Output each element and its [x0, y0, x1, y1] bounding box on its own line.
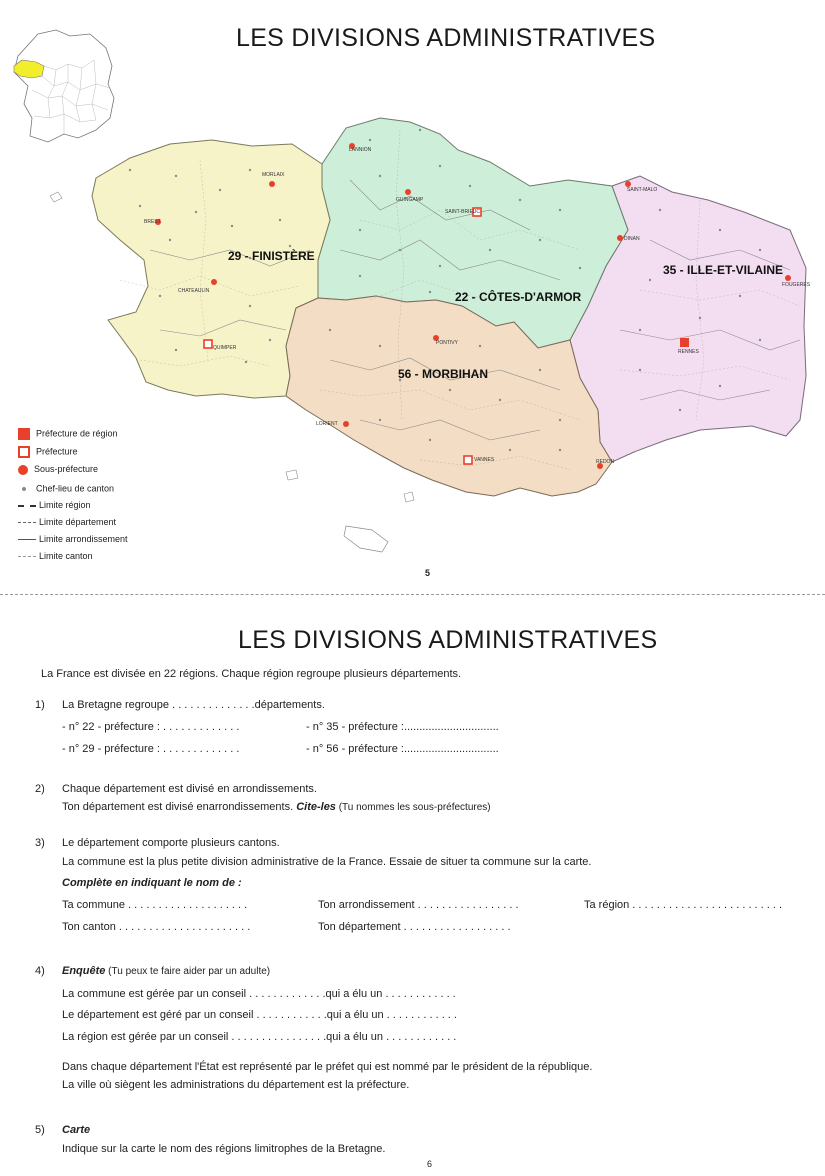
- town-morlaix: MORLAIX: [262, 172, 285, 178]
- q5-heading: Carte: [62, 1124, 91, 1136]
- q3-canton: Ton canton . . . . . . . . . . . . . . . . . . . . . .: [62, 921, 251, 933]
- legend-limite-arrondissement: Limite arrondissement: [18, 534, 128, 544]
- label-cotes-d-armor: 22 - CÔTES-D'ARMOR: [455, 290, 582, 304]
- label-finistere: 29 - FINISTÈRE: [228, 249, 315, 263]
- marker-chateaulin: [211, 279, 217, 285]
- q4-departement-line: Le département est géré par un conseil . . . . . . . . . . . .qui a élu un . . . . . . . . . . . .: [62, 1009, 457, 1021]
- town-brest: BREST: [144, 219, 161, 225]
- q4-paragraph-2: La ville où siègent les administrations du département est la préfecture.: [62, 1079, 410, 1091]
- town-vannes: VANNES: [474, 457, 495, 463]
- town-saint-malo: SAINT-MALO: [627, 187, 658, 193]
- marker-morlaix: [269, 181, 275, 187]
- legend-limite-departement: Limite département: [18, 517, 116, 527]
- q1-prefecture-29: - n° 29 - préfecture : . . . . . . . . . . . . .: [62, 743, 240, 755]
- q3-number: 3): [35, 837, 45, 849]
- q5-line: Indique sur la carte le nom des régions limitrophes de la Bretagne.: [62, 1143, 386, 1155]
- marker-lorient: [343, 421, 349, 427]
- town-chateaulin: CHATEAULIN: [178, 288, 210, 294]
- q1-prefecture-56: - n° 56 - préfecture :...............................: [306, 743, 499, 755]
- q3-departement: Ton département . . . . . . . . . . . . . . . . . .: [318, 921, 511, 933]
- q4-paragraph-1: Dans chaque département l'État est représenté par le préfet qui est nommé par le président de la république.: [62, 1061, 593, 1073]
- q4-commune-line: La commune est gérée par un conseil . . . . . . . . . . . . .qui a élu un . . . . . . . . . . . .: [62, 988, 456, 1000]
- q3-commune: Ta commune . . . . . . . . . . . . . . . . . . . .: [62, 899, 248, 911]
- worksheet-title: LES DIVISIONS ADMINISTRATIVES: [238, 626, 658, 654]
- label-ille-et-vilaine: 35 - ILLE-ET-VILAINE: [663, 263, 784, 277]
- q2-line1: Chaque département est divisé en arrondissements.: [62, 783, 317, 795]
- marker-rennes: [680, 338, 689, 347]
- page-number-6: 6: [427, 1159, 433, 1169]
- page-number-5: 5: [425, 568, 431, 578]
- marker-quimper: [204, 340, 212, 348]
- q3-heading: Complète en indiquant le nom de :: [62, 877, 242, 889]
- departement-line-icon: [18, 522, 36, 523]
- q4-region-line: La région est gérée par un conseil . . . . . . . . . . . . . . . .qui a élu un . . . . . . . . . . . .: [62, 1031, 457, 1043]
- filled-square-icon: [18, 428, 30, 440]
- arrondissement-line-icon: [18, 539, 36, 540]
- q1-number: 1): [35, 699, 45, 711]
- intro-text: La France est divisée en 22 régions. Chaque région regroupe plusieurs départements.: [41, 668, 462, 680]
- q1-line: La Bretagne regroupe . . . . . . . . . . . . . .départements.: [62, 699, 325, 711]
- label-morbihan: 56 - MORBIHAN: [398, 367, 489, 381]
- legend-chef-lieu: Chef-lieu de canton: [18, 483, 114, 495]
- q2-line2: Ton département est divisé enarrondissements. Cite-les (Tu nommes les sous-préfectures): [62, 801, 491, 813]
- q3-arrondissement: Ton arrondissement . . . . . . . . . . . . . . . . .: [318, 899, 519, 911]
- canton-line-icon: [18, 556, 36, 557]
- q3-region: Ta région . . . . . . . . . . . . . . . . . . . . . . . . .: [584, 899, 783, 911]
- legend-prefecture-region: Préfecture de région: [18, 428, 118, 440]
- marker-fougeres: [785, 275, 791, 281]
- ile-belle-ile: [344, 526, 388, 552]
- legend-limite-region: Limite région: [18, 500, 91, 510]
- town-fougeres: FOUGERES: [782, 282, 811, 288]
- q3-line2: La commune est la plus petite division administrative de la France. Essaie de situer ta commune sur la carte.: [62, 856, 592, 868]
- town-guingamp: GUINGAMP: [396, 197, 424, 203]
- q2-number: 2): [35, 783, 45, 795]
- region-line-icon: [18, 505, 36, 507]
- town-redon: REDON: [596, 459, 615, 465]
- town-dinan: DINAN: [624, 236, 640, 242]
- town-quimper: QUIMPER: [213, 345, 237, 351]
- q4-number: 4): [35, 965, 45, 977]
- q1-prefecture-22: - n° 22 - préfecture : . . . . . . . . . . . . .: [62, 721, 240, 733]
- small-dot-icon: [18, 483, 30, 495]
- hollow-square-icon: [18, 446, 30, 458]
- town-lorient: LORIENT: [316, 421, 338, 427]
- red-dot-icon: [18, 465, 28, 475]
- q3-line1: Le département comporte plusieurs cantons.: [62, 837, 280, 849]
- town-lannion: LANNION: [349, 147, 372, 153]
- marker-vannes: [464, 456, 472, 464]
- legend-limite-canton: Limite canton: [18, 551, 93, 561]
- map-page-title: LES DIVISIONS ADMINISTRATIVES: [236, 24, 656, 52]
- q1-prefecture-35: - n° 35 - préfecture :...............................: [306, 721, 499, 733]
- marker-dinan: [617, 235, 623, 241]
- bretagne-map: [0, 100, 825, 570]
- town-saint-brieuc: SAINT-BRIEUC: [445, 209, 481, 215]
- q5-number: 5): [35, 1124, 45, 1136]
- q4-heading: Enquête (Tu peux te faire aider par un adulte): [62, 965, 271, 977]
- town-rennes: RENNES: [678, 349, 699, 355]
- marker-guingamp: [405, 189, 411, 195]
- town-pontivy: PONTIVY: [436, 340, 458, 346]
- legend-prefecture: Préfecture: [18, 446, 78, 458]
- cite-les-instruction: Cite-les: [296, 801, 336, 813]
- legend-sous-prefecture: Sous-préfecture: [18, 464, 98, 475]
- page-divider: [0, 594, 825, 595]
